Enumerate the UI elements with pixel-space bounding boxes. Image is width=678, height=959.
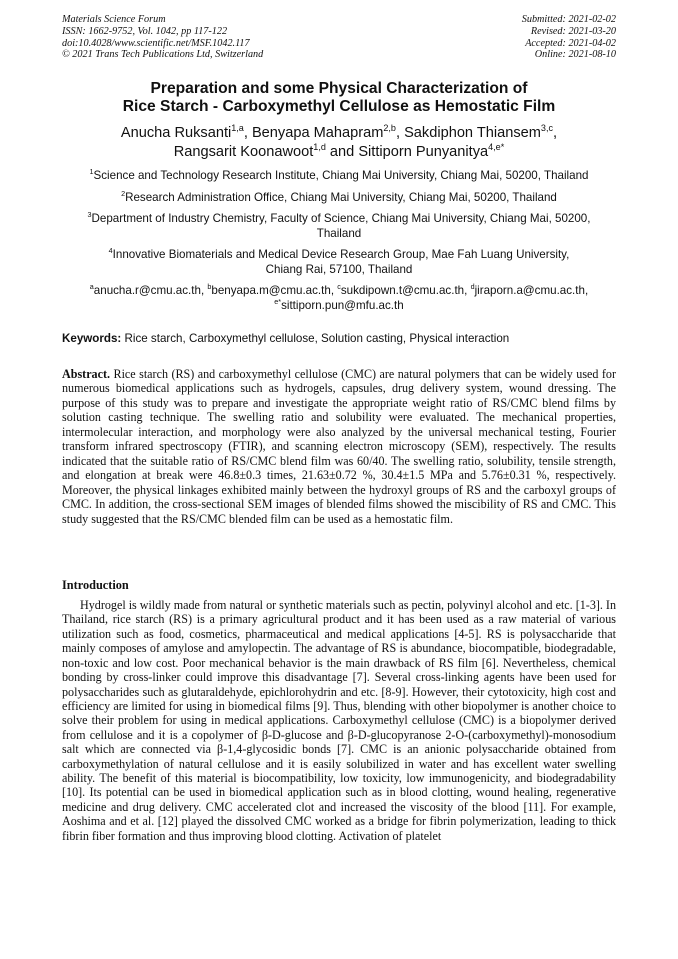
- email-link[interactable]: jiraporn.a@cmu.ac.th: [474, 284, 585, 297]
- keywords-label: Keywords:: [62, 332, 122, 345]
- affil-sup: 2: [121, 189, 126, 199]
- author-name: Sittiporn Punyanitya: [358, 144, 489, 160]
- journal-name: Materials Science Forum: [62, 14, 166, 25]
- separator: and: [325, 144, 359, 160]
- author-line-1: [40, 124, 638, 143]
- email-link[interactable]: sittiporn.pun@mfu.ac.th: [281, 299, 404, 312]
- affiliation-3: [60, 211, 618, 241]
- separator: ,: [395, 125, 405, 141]
- journal-header: [62, 14, 616, 64]
- journal-copyright: © 2021 Trans Tech Publications Ltd, Switzerland: [62, 49, 264, 61]
- title-line-2: Rice Starch - Carboxymethyl Cellulose as Hemostatic Film: [122, 98, 556, 115]
- affil-text-cont: Chiang Rai, 57100, Thailand: [265, 263, 413, 276]
- affiliation-2: [60, 190, 618, 205]
- affil-sup: 3: [87, 210, 92, 220]
- keywords-text: Rice starch, Carboxymethyl cellulose, Solution casting, Physical interaction: [124, 332, 510, 345]
- affiliation-4: [60, 247, 618, 277]
- author-list: [40, 124, 638, 162]
- author-affil-sup: 1,a: [231, 123, 244, 134]
- title-line-1: Preparation and some Physical Characterization of: [150, 80, 528, 97]
- date-submitted: Submitted: 2021-02-02: [521, 14, 616, 25]
- journal-info: [62, 14, 263, 61]
- keywords: [62, 331, 616, 346]
- affil-sup: 1: [89, 167, 94, 177]
- affil-sup: 4: [108, 246, 113, 256]
- email-link[interactable]: sukdipown.t@cmu.ac.th: [340, 284, 465, 297]
- affil-text: Science and Technology Research Institute, Chiang Mai University, Chiang Mai, 50200, Thailand: [93, 169, 589, 182]
- author-affil-sup: 1,d: [313, 142, 326, 153]
- paper-title: [40, 80, 638, 116]
- author-name: Benyapa Mahapram: [251, 125, 384, 141]
- abstract-label: Abstract.: [62, 367, 111, 381]
- publication-dates: [522, 14, 616, 61]
- introduction-text: Hydrogel is wildly made from natural or synthetic materials such as pectin, polyvinyl alcohol and etc. [1-3]. In Thailand, rice starch (RS) is a primary agricultural product and it has been used as a raw material of various utilization such as food, cosmetics, pharmaceutical and medical applications [4-5]. RS is polysaccharide that mainly composes of amylose and amylopectin. The advantage of RS is abundance, biocompatible, biodegradable, non-toxic and low cost. Poor mechanical behavior is the main drawback of RS film [6]. Nevertheless, chemical bonding by cross-linker could improve this disadvantage [7]. Several cross-linking agents have been used for polysaccharides such as glutaraldehyde, epichlorohydrin and etc. [8-9]. However, their cytotoxicity, high cost and efficiency are limited for using in biomedical films [9]. Thus, blending with other biopolymer is another choice to solve their problem for using in medical applications. Carboxymethyl cellulose (CMC) is a biopolymer derived from cellulose and it is a copolymer of β-D-glucose and β-D-glucopyranose 2-O-(carboxymethyl)-monosodium salt which are connected via β-1,4-glycosidic bonds [7]. CMC is an anionic polysaccharide obtained from carboxymethylation of natural cellulose and it is easily solubilized in water and has excellent water swelling ability. The benefit of this material is biocompatibility, low toxicity, low immunogenicity, and biodegradability [10]. Its potential can be used in biomedical application such as in blood clotting, wound healing, regenerative medicine and drug delivery. CMC accelerated clot and increased the viscosity of the blood [11]. For example, Aoshima and et al. [12] played the dissolved CMC worked as a bridge for fibrin polymerization, leading to thick fibrin fiber formation and thus improving blood clotting. Activation of platelet: [62, 598, 617, 843]
- email-link[interactable]: anucha.r@cmu.ac.th: [93, 284, 201, 297]
- author-name: Rangsarit Koonawoot: [173, 144, 314, 160]
- journal-doi[interactable]: doi:10.4028/www.scientific.net/MSF.1042.117: [62, 37, 250, 49]
- author-affil-sup: 4,e*: [488, 142, 505, 153]
- author-affil-sup: 2,b: [383, 123, 396, 134]
- email-link[interactable]: benyapa.m@cmu.ac.th: [211, 284, 331, 297]
- author-name: Anucha Ruksanti: [120, 125, 232, 141]
- date-accepted: Accepted: 2021-04-02: [525, 37, 616, 49]
- email-list: $^a$anucha.r@cmu.ac.th, $^b$benyapa.m@cmu.ac.th, $^c$sukdipown.t@cmu.ac.th, $^d$jiraporn.a@cmu.ac.th, $^{e*}$sittiporn.pun@mfu.ac.th: [89, 282, 589, 312]
- abstract: [62, 367, 616, 526]
- journal-issn: ISSN: 1662-9752, Vol. 1042, pp 117-122: [62, 25, 228, 37]
- affil-text: Research Administration Office, Chiang Mai University, Chiang Mai, 50200, Thailand: [125, 191, 557, 204]
- affil-text: Innovative Biomaterials and Medical Device Research Group, Mae Fah Luang University,: [112, 248, 570, 261]
- author-name: Sakdiphon Thiansem: [404, 125, 541, 141]
- author-line-2: [40, 143, 638, 162]
- separator: ,: [243, 125, 252, 141]
- section-heading-introduction: Introduction: [62, 578, 129, 592]
- affiliation-1: [60, 168, 618, 183]
- affil-text: Department of Industry Chemistry, Faculty of Science, Chiang Mai University, Chiang Mai, 50200,: [91, 212, 591, 225]
- separator: ,: [553, 125, 558, 141]
- affil-text-cont: Thailand: [316, 227, 362, 240]
- date-online: Online: 2021-08-10: [534, 49, 616, 61]
- abstract-text: Rice starch (RS) and carboxymethyl cellulose (CMC) are natural polymers that can be widely used for numerous biomedical applications such as hydrogels, capsules, drug delivery system, wound dressing. The purpose of this study was to prepare and investigate the appropriate weight ratio of RS/CMC blend films by solution casting technique. The swelling ratio and solubility were evaluated. The mechanical properties, intermolecular interaction, and morphology were also analyzed by the universal mechanical testing, Fourier transform infrared spectroscopy (FTIR), and scanning electron microscopy (SEM), respectively. The results indicated that the suitable ratio of RS/CMC blend film was 60/40. The swelling ratio, solubility, tensile strength, and elongation at break were 46.8±0.3 times, 21.63±0.72 %, 30.4±1.5 MPa and 5.76±0.31 %, respectively. Moreover, the physical linkages exhibited mainly between the hydroxyl groups of RS and the carboxyl groups of CMC. In addition, the cross-sectional SEM images of blended films showed the miscibility of RS and CMC. This study suggested that the RS/CMC blended film can be used as a hemostatic film.: [62, 367, 617, 526]
- author-affil-sup: 3,c: [540, 123, 553, 134]
- date-revised: Revised: 2021-03-20: [530, 25, 616, 37]
